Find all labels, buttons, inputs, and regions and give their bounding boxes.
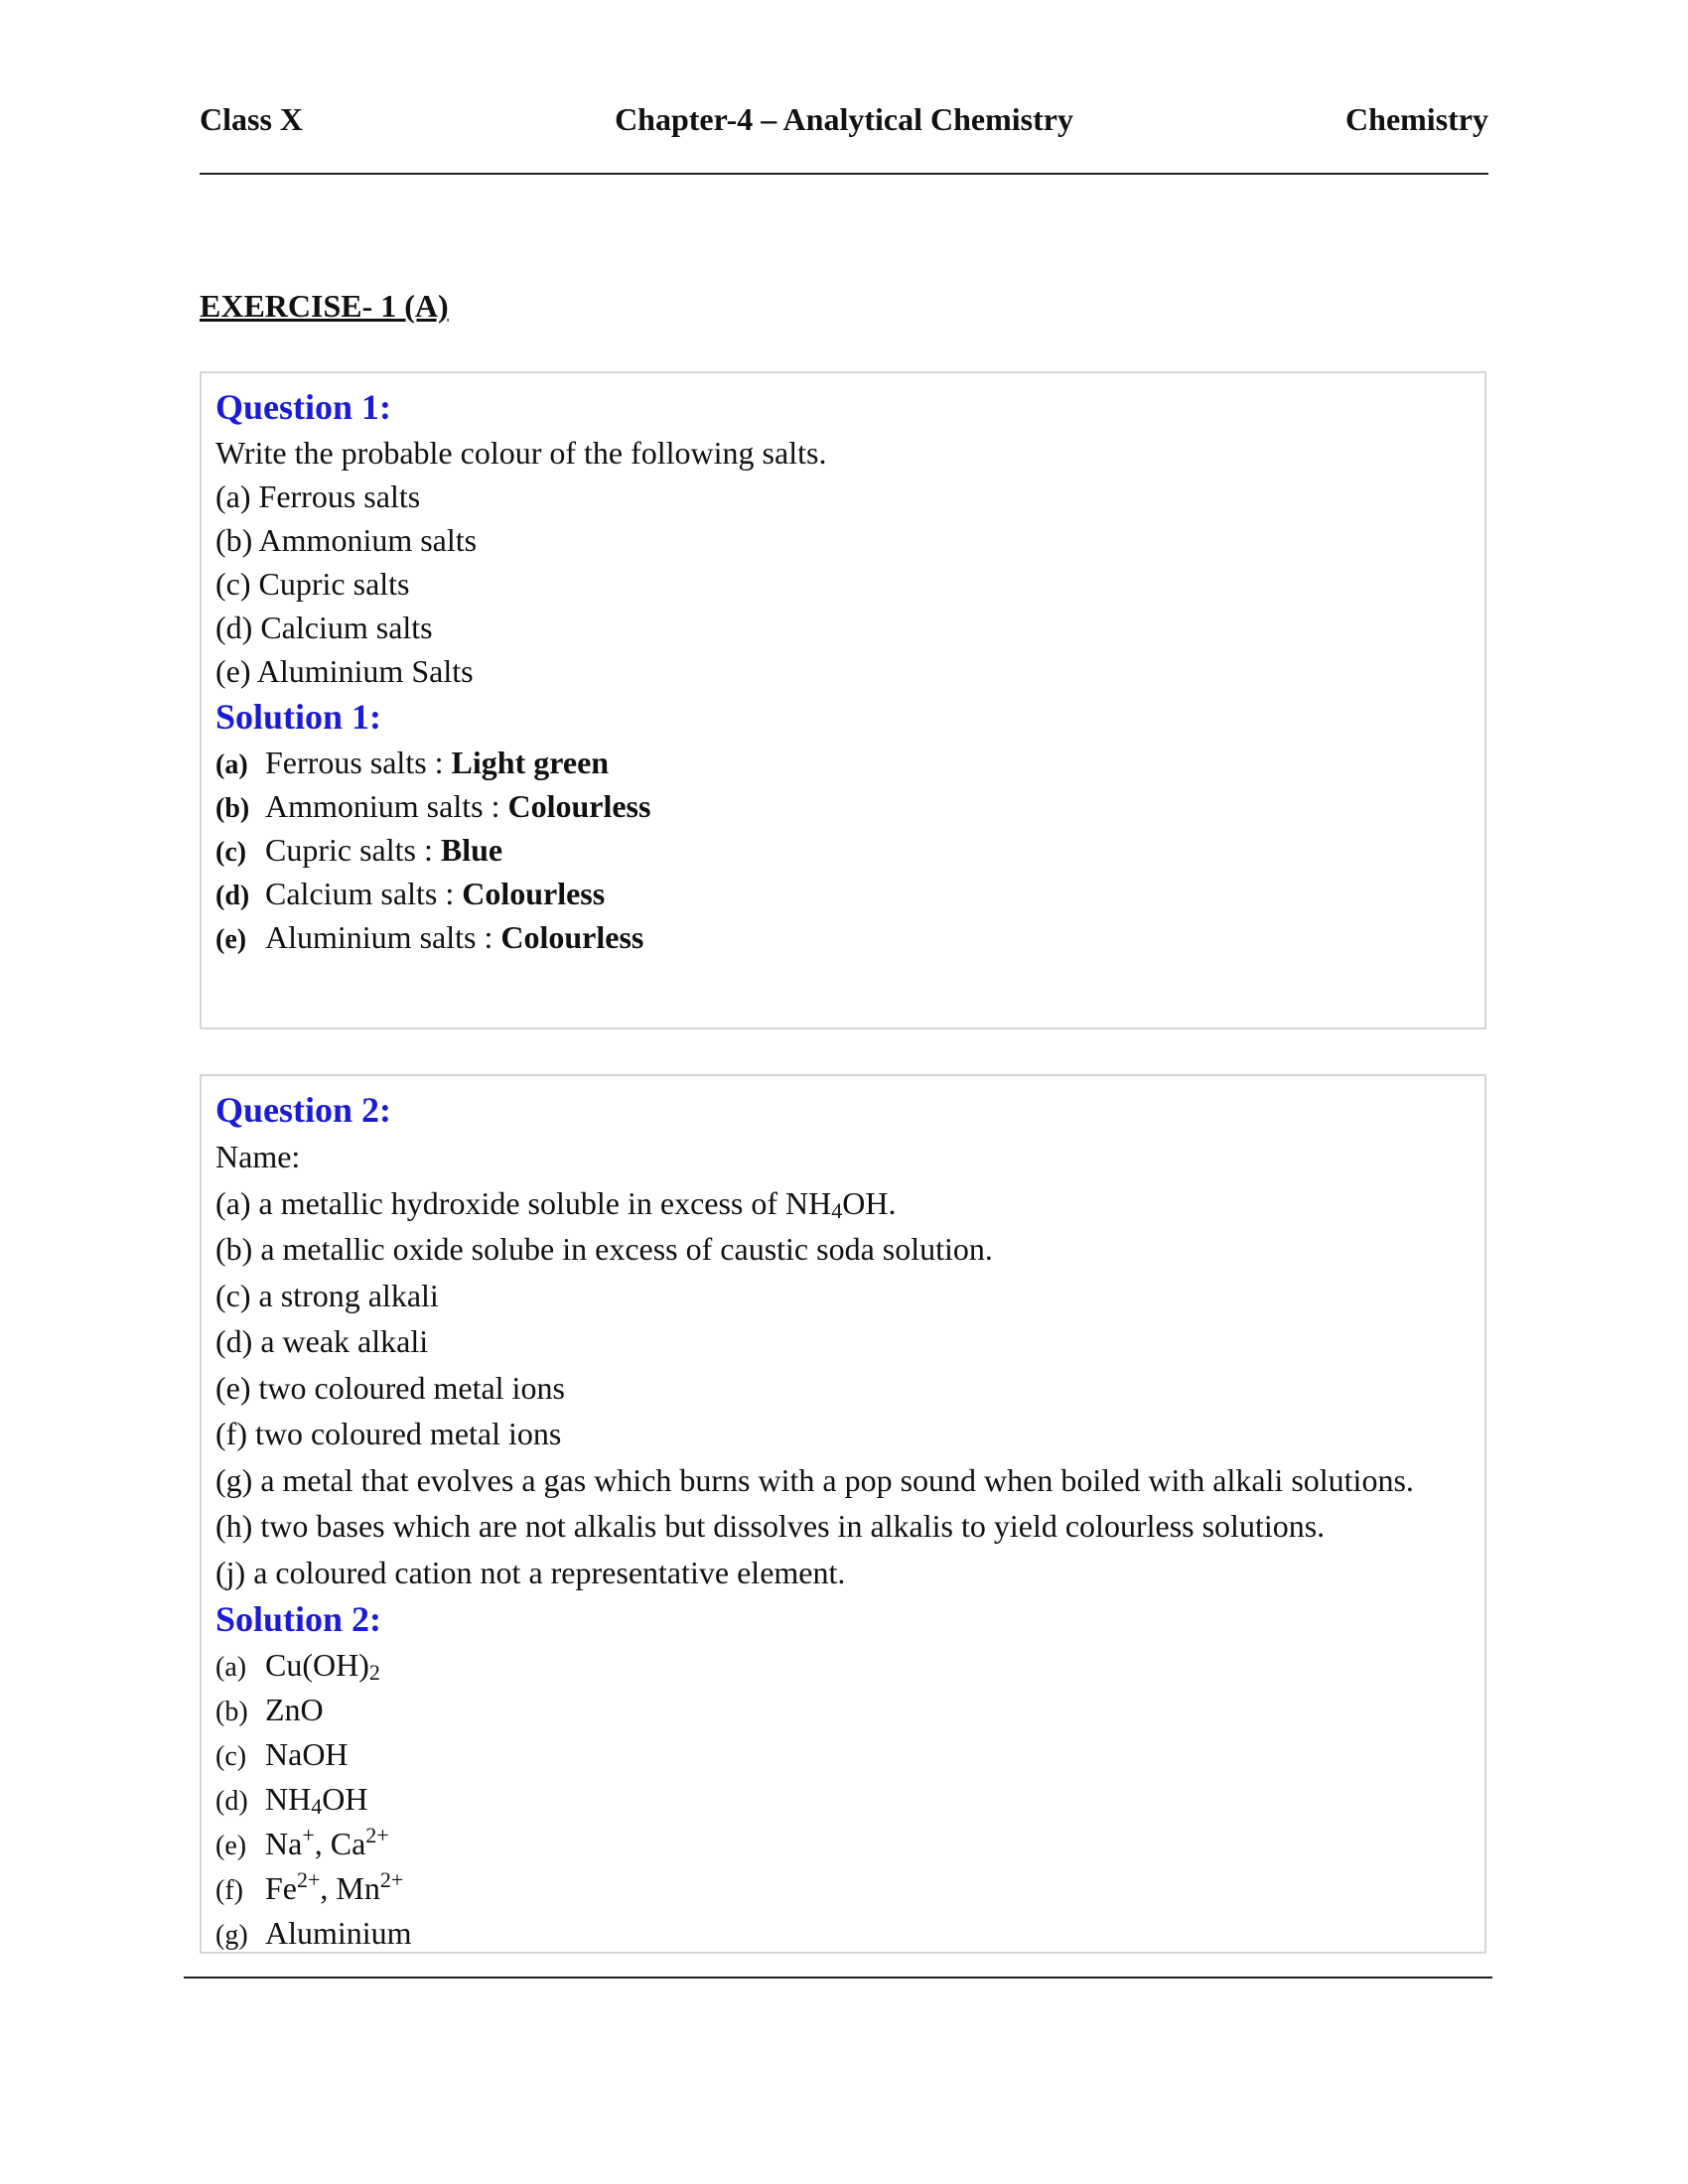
- answer-text: Aluminium salts :: [265, 919, 501, 955]
- answer-value: Light green: [451, 745, 610, 780]
- solution-2-answer: [215, 1777, 1471, 1822]
- question-2-item: (e) two coloured metal ions: [215, 1369, 565, 1406]
- subscript: 2: [368, 1660, 380, 1685]
- answer-text: OH: [322, 1781, 368, 1817]
- solution-2-answer: [215, 1822, 1471, 1866]
- question-1-box: [200, 371, 1486, 1029]
- question-1-item: (a) Ferrous salts: [215, 478, 421, 514]
- answer-label: (g): [215, 1920, 248, 1951]
- answer-value: Colourless: [507, 788, 651, 824]
- question-1-item: (b) Ammonium salts: [215, 522, 478, 558]
- solution-2-answer: [215, 1688, 1471, 1732]
- subscript: 4: [831, 1197, 843, 1223]
- solution-1-title: Solution 1:: [215, 697, 382, 737]
- answer-text: Cupric salts :: [265, 832, 441, 868]
- header-class: Class X: [200, 101, 304, 137]
- header-chapter: Chapter-4 – Analytical Chemistry: [615, 101, 1073, 137]
- question-2-item: (b) a metallic oxide solube in excess of caustic soda solution.: [215, 1231, 993, 1267]
- question-1-item: (c) Cupric salts: [215, 566, 410, 602]
- answer-label: (e): [215, 1831, 247, 1861]
- question-2-item: [215, 1180, 1471, 1227]
- answer-label: (b): [215, 1697, 248, 1727]
- question-2-item: (g) a metal that evolves a gas which burns with a pop sound when boiled with alkali solutions.: [215, 1461, 1414, 1498]
- answer-value: Blue: [440, 832, 503, 868]
- answer-label: (a): [215, 750, 248, 780]
- solution-2-answer: [215, 1732, 1471, 1777]
- answer-label: (c): [215, 837, 247, 868]
- answer-text: Cu(OH): [265, 1647, 369, 1683]
- question-2-item: (d) a weak alkali: [215, 1323, 429, 1359]
- answer-text: NaOH: [265, 1736, 349, 1772]
- answer-label: (c): [215, 1741, 247, 1772]
- item-text: (a) a metallic hydroxide soluble in excess of NH: [215, 1184, 832, 1221]
- answer-value: Colourless: [462, 876, 606, 911]
- question-2-prompt: Name:: [215, 1139, 301, 1174]
- answer-label: (d): [215, 881, 250, 911]
- answer-text: Fe: [265, 1870, 297, 1906]
- solution-2-answer: [215, 1866, 1471, 1911]
- answer-text: , Mn: [320, 1870, 380, 1906]
- footer-divider: [184, 1977, 1492, 1979]
- question-2-item: (c) a strong alkali: [215, 1277, 439, 1313]
- answer-text: Calcium salts :: [265, 876, 463, 911]
- solution-1-answer: [215, 784, 1471, 828]
- solution-1-answer: [215, 828, 1471, 872]
- answer-label: (d): [215, 1786, 248, 1817]
- answer-text: Aluminium: [265, 1915, 412, 1951]
- solution-2-answer: [215, 1911, 1471, 1954]
- superscript: 2+: [297, 1867, 321, 1892]
- answer-text: , Ca: [314, 1826, 366, 1861]
- solution-1-answer: [215, 741, 1471, 784]
- solution-2-answer: [215, 1643, 1471, 1688]
- superscript: +: [302, 1823, 315, 1847]
- question-1-item: (e) Aluminium Salts: [215, 653, 474, 689]
- question-2-item: (j) a coloured cation not a representative element.: [215, 1554, 846, 1590]
- item-text: OH.: [842, 1184, 897, 1221]
- question-2-box: [200, 1074, 1486, 1954]
- superscript: 2+: [365, 1823, 389, 1847]
- header-divider: [200, 173, 1488, 175]
- answer-label: (f): [215, 1875, 243, 1906]
- exercise-title: EXERCISE- 1 (A): [200, 288, 449, 324]
- answer-text: ZnO: [265, 1692, 324, 1727]
- solution-2-title: Solution 2:: [215, 1599, 382, 1639]
- question-2-title: Question 2:: [215, 1090, 392, 1130]
- solution-1-answer: [215, 872, 1471, 915]
- answer-label: (a): [215, 1652, 247, 1683]
- answer-text: NH: [265, 1781, 312, 1817]
- question-2-item: (h) two bases which are not alkalis but dissolves in alkalis to yield colourless solutions.: [215, 1508, 1326, 1544]
- page-header: [200, 99, 1488, 139]
- question-1-item: (d) Calcium salts: [215, 610, 433, 645]
- answer-label: (e): [215, 924, 247, 955]
- superscript: 2+: [379, 1867, 404, 1892]
- answer-text: Ammonium salts :: [265, 788, 508, 824]
- question-1-title: Question 1:: [215, 387, 392, 427]
- answer-value: Colourless: [500, 919, 644, 955]
- answer-text: Na: [265, 1826, 303, 1861]
- solution-1-answer: [215, 915, 1471, 959]
- question-1-prompt: Write the probable colour of the following salts.: [215, 435, 827, 471]
- header-subject: Chemistry: [1345, 101, 1488, 137]
- answer-label: (b): [215, 793, 250, 824]
- subscript: 4: [311, 1794, 323, 1819]
- question-2-item: (f) two coloured metal ions: [215, 1416, 562, 1451]
- answer-text: Ferrous salts :: [265, 745, 452, 780]
